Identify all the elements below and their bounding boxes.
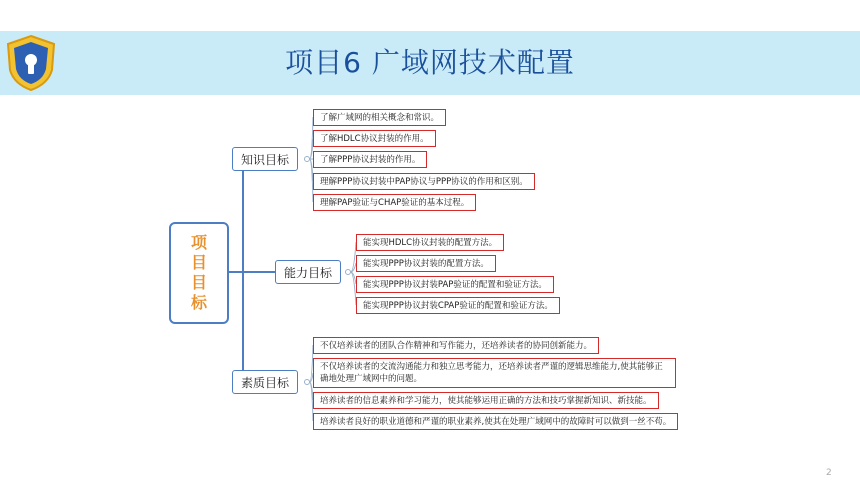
leaf-item: 能实现PPP协议封装CPAP验证的配置和验证方法。	[356, 297, 560, 314]
mindmap-root	[169, 222, 229, 324]
branch-label: 能力目标	[283, 265, 332, 280]
page-number: 2	[826, 468, 832, 478]
branch-quality	[232, 370, 298, 394]
leaf-item: 了解广域网的相关概念和常识。	[313, 109, 446, 126]
branch-label: 素质目标	[240, 375, 289, 390]
leaf-item: 能实现PPP协议封装PAP验证的配置和验证方法。	[356, 276, 554, 293]
leaf-item: 理解PAP验证与CHAP验证的基本过程。	[313, 194, 476, 211]
slide-title: 项目6 广域网技术配置	[285, 46, 575, 79]
leaf-item: 能实现PPP协议封装的配置方法。	[356, 255, 496, 272]
leaf-item: 培养读者良好的职业道德和严谨的职业素养,使其在处理广域网中的故障时可以做到一丝不苟。	[313, 413, 678, 430]
branch-knowledge	[232, 147, 298, 171]
leaf-item: 不仅培养读者的团队合作精神和写作能力，还培养读者的协同创新能力。	[313, 337, 599, 354]
leaf-item: 了解HDLC协议封装的作用。	[313, 130, 436, 147]
leaf-item: 不仅培养读者的交流沟通能力和独立思考能力，还培养读者严谨的逻辑思维能力,使其能够正确地处理广域网中的问题。	[313, 358, 676, 388]
leaf-item: 培养读者的信息素养和学习能力，使其能够运用正确的方法和技巧掌握新知识、新技能。	[313, 392, 659, 409]
branch-label: 知识目标	[240, 152, 289, 167]
leaf-item: 了解PPP协议封装的作用。	[313, 151, 427, 168]
leaf-item: 能实现HDLC协议封装的配置方法。	[356, 234, 504, 251]
root-label: 项目目标	[191, 233, 208, 312]
leaf-item: 理解PPP协议封装中PAP协议与PPP协议的作用和区别。	[313, 173, 535, 190]
branch-ability	[275, 260, 341, 284]
